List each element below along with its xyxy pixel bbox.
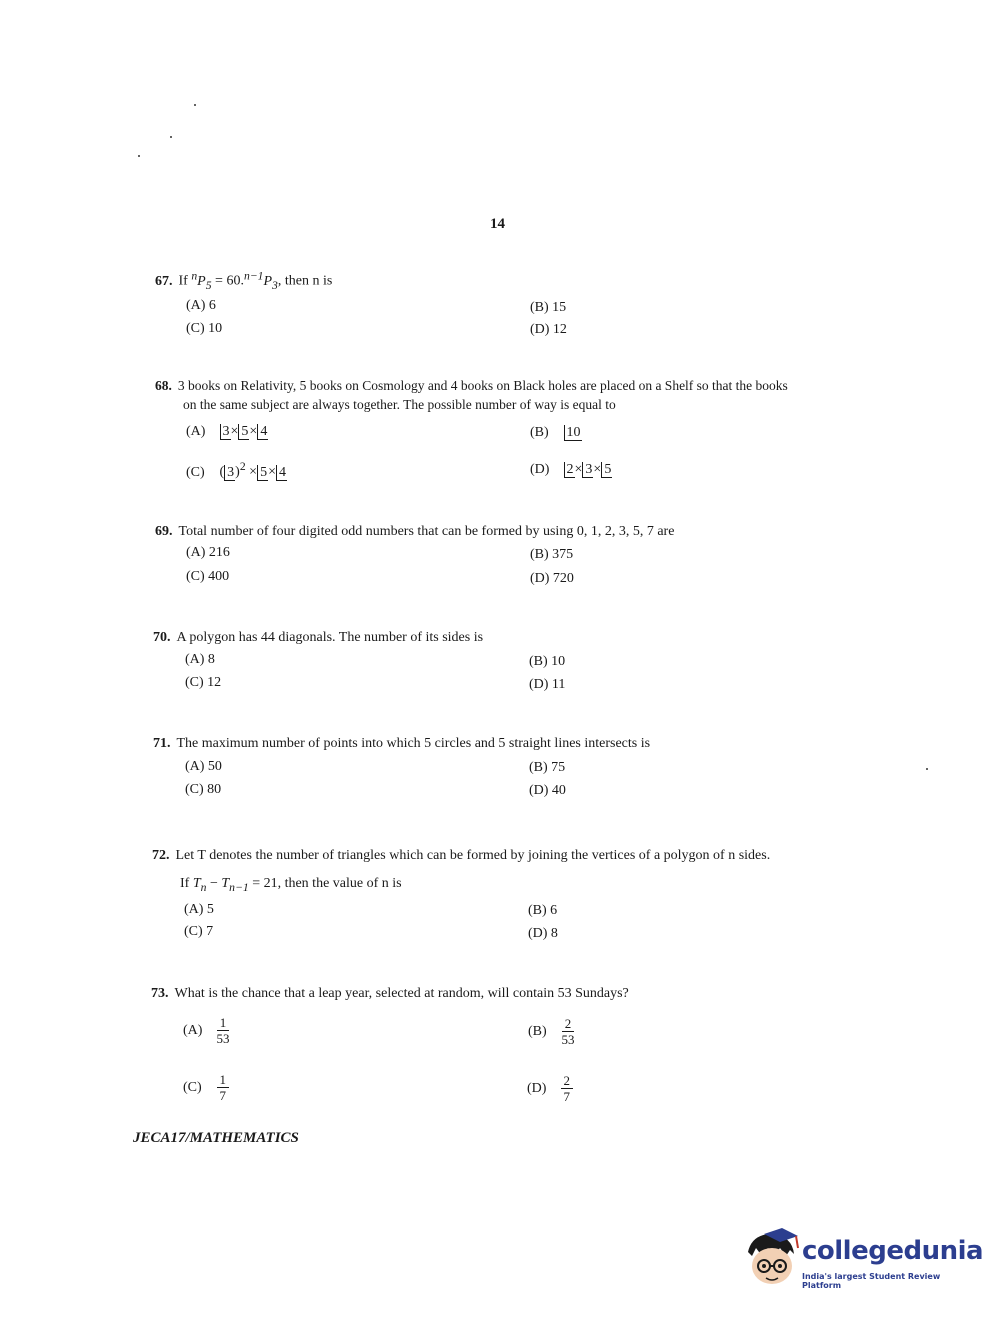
speck	[170, 136, 172, 138]
option-d: (D) 2× 3× 5	[530, 462, 612, 477]
question-67: 67. If $^nP_5 = 60.^{n-1}P_3$, then n is	[155, 269, 333, 292]
option-c: (C) ( 3)$^2$ × 5× 4	[186, 460, 286, 480]
speck	[138, 155, 140, 157]
speck	[194, 104, 196, 106]
mascot-icon	[742, 1228, 800, 1290]
question-68: 68. 3 books on Relativity, 5 books on Cosmology and 4 books on Black holes are placed on a Shelf so that the books on the same subject are always together. The possible number of way is equal to	[155, 378, 788, 412]
fraction: $\frac{1}{53}$	[216, 1015, 230, 1046]
option-c: (C) 80	[185, 782, 222, 797]
option-a: (A) $\frac{1}{53}$	[183, 1015, 230, 1046]
fraction: $\frac{2}{53}$	[561, 1016, 575, 1047]
speck	[926, 768, 928, 770]
collegedunia-logo[interactable]	[742, 1228, 984, 1298]
option-d: (D) 8	[528, 926, 558, 941]
option-b: (B) 75	[529, 760, 566, 775]
option-d: (D) 40	[529, 783, 566, 798]
page-number: 14	[490, 216, 505, 232]
option-d: (D) 11	[529, 677, 566, 692]
option-d: (D) 12	[530, 322, 567, 337]
question-number: 70.	[153, 630, 171, 645]
question-number: 69.	[155, 524, 173, 539]
question-70: 70. A polygon has 44 diagonals. The number of its sides is	[153, 630, 484, 645]
option-a: (A) 50	[185, 759, 222, 774]
option-c: (C) 400	[186, 569, 230, 584]
question-73: 73. What is the chance that a leap year, selected at random, will contain 53 Sundays?	[151, 986, 629, 1001]
option-a: (A) 8	[185, 652, 215, 667]
question-72: 72. Let T denotes the number of triangles which can be formed by joining the vertices of a polygon of n sides.	[152, 848, 771, 863]
question-number: 67.	[155, 273, 173, 289]
question-number: 73.	[151, 986, 169, 1001]
option-c: (C) 10	[186, 321, 223, 336]
option-a: (A) 216	[186, 545, 230, 560]
logo-tagline: India's largest Student Review Platform	[802, 1272, 941, 1290]
logo-name: collegedunia	[802, 1236, 984, 1266]
question-number: 71.	[153, 736, 171, 751]
option-d: (D) 720	[530, 571, 574, 586]
option-a: (A) 5	[184, 902, 214, 917]
option-c: (C) $\frac{1}{7}$	[183, 1072, 229, 1103]
question-69: 69. Total number of four digited odd numbers that can be formed by using 0, 1, 2, 3, 5, 7 are	[155, 524, 675, 539]
option-a: (A) 3× 5× 4	[186, 424, 268, 439]
footer-code: JECA17/MATHEMATICS	[133, 1130, 299, 1146]
option-c: (C) 12	[185, 675, 222, 690]
option-d: (D) $\frac{2}{7}$	[527, 1073, 573, 1104]
option-b: (B) 10	[529, 654, 566, 669]
option-b: (B) 6	[528, 903, 558, 918]
option-c: (C) 7	[184, 924, 214, 939]
question-number: 68.	[155, 378, 172, 393]
question-72-line2: If $T_n - T_{n-1} = 21$, then the value of n is	[180, 876, 402, 894]
question-71: 71. The maximum number of points into which 5 circles and 5 straight lines intersects is	[153, 736, 651, 751]
option-b: (B) 375	[530, 547, 574, 562]
option-b: (B) 10	[530, 425, 581, 440]
option-a: (A) 6	[186, 298, 216, 313]
question-number: 72.	[152, 848, 170, 863]
fraction: $\frac{1}{7}$	[217, 1072, 230, 1103]
option-b: (B) $\frac{2}{53}$	[528, 1016, 575, 1047]
option-b: (B) 15	[530, 300, 567, 315]
fraction: $\frac{2}{7}$	[561, 1073, 574, 1104]
